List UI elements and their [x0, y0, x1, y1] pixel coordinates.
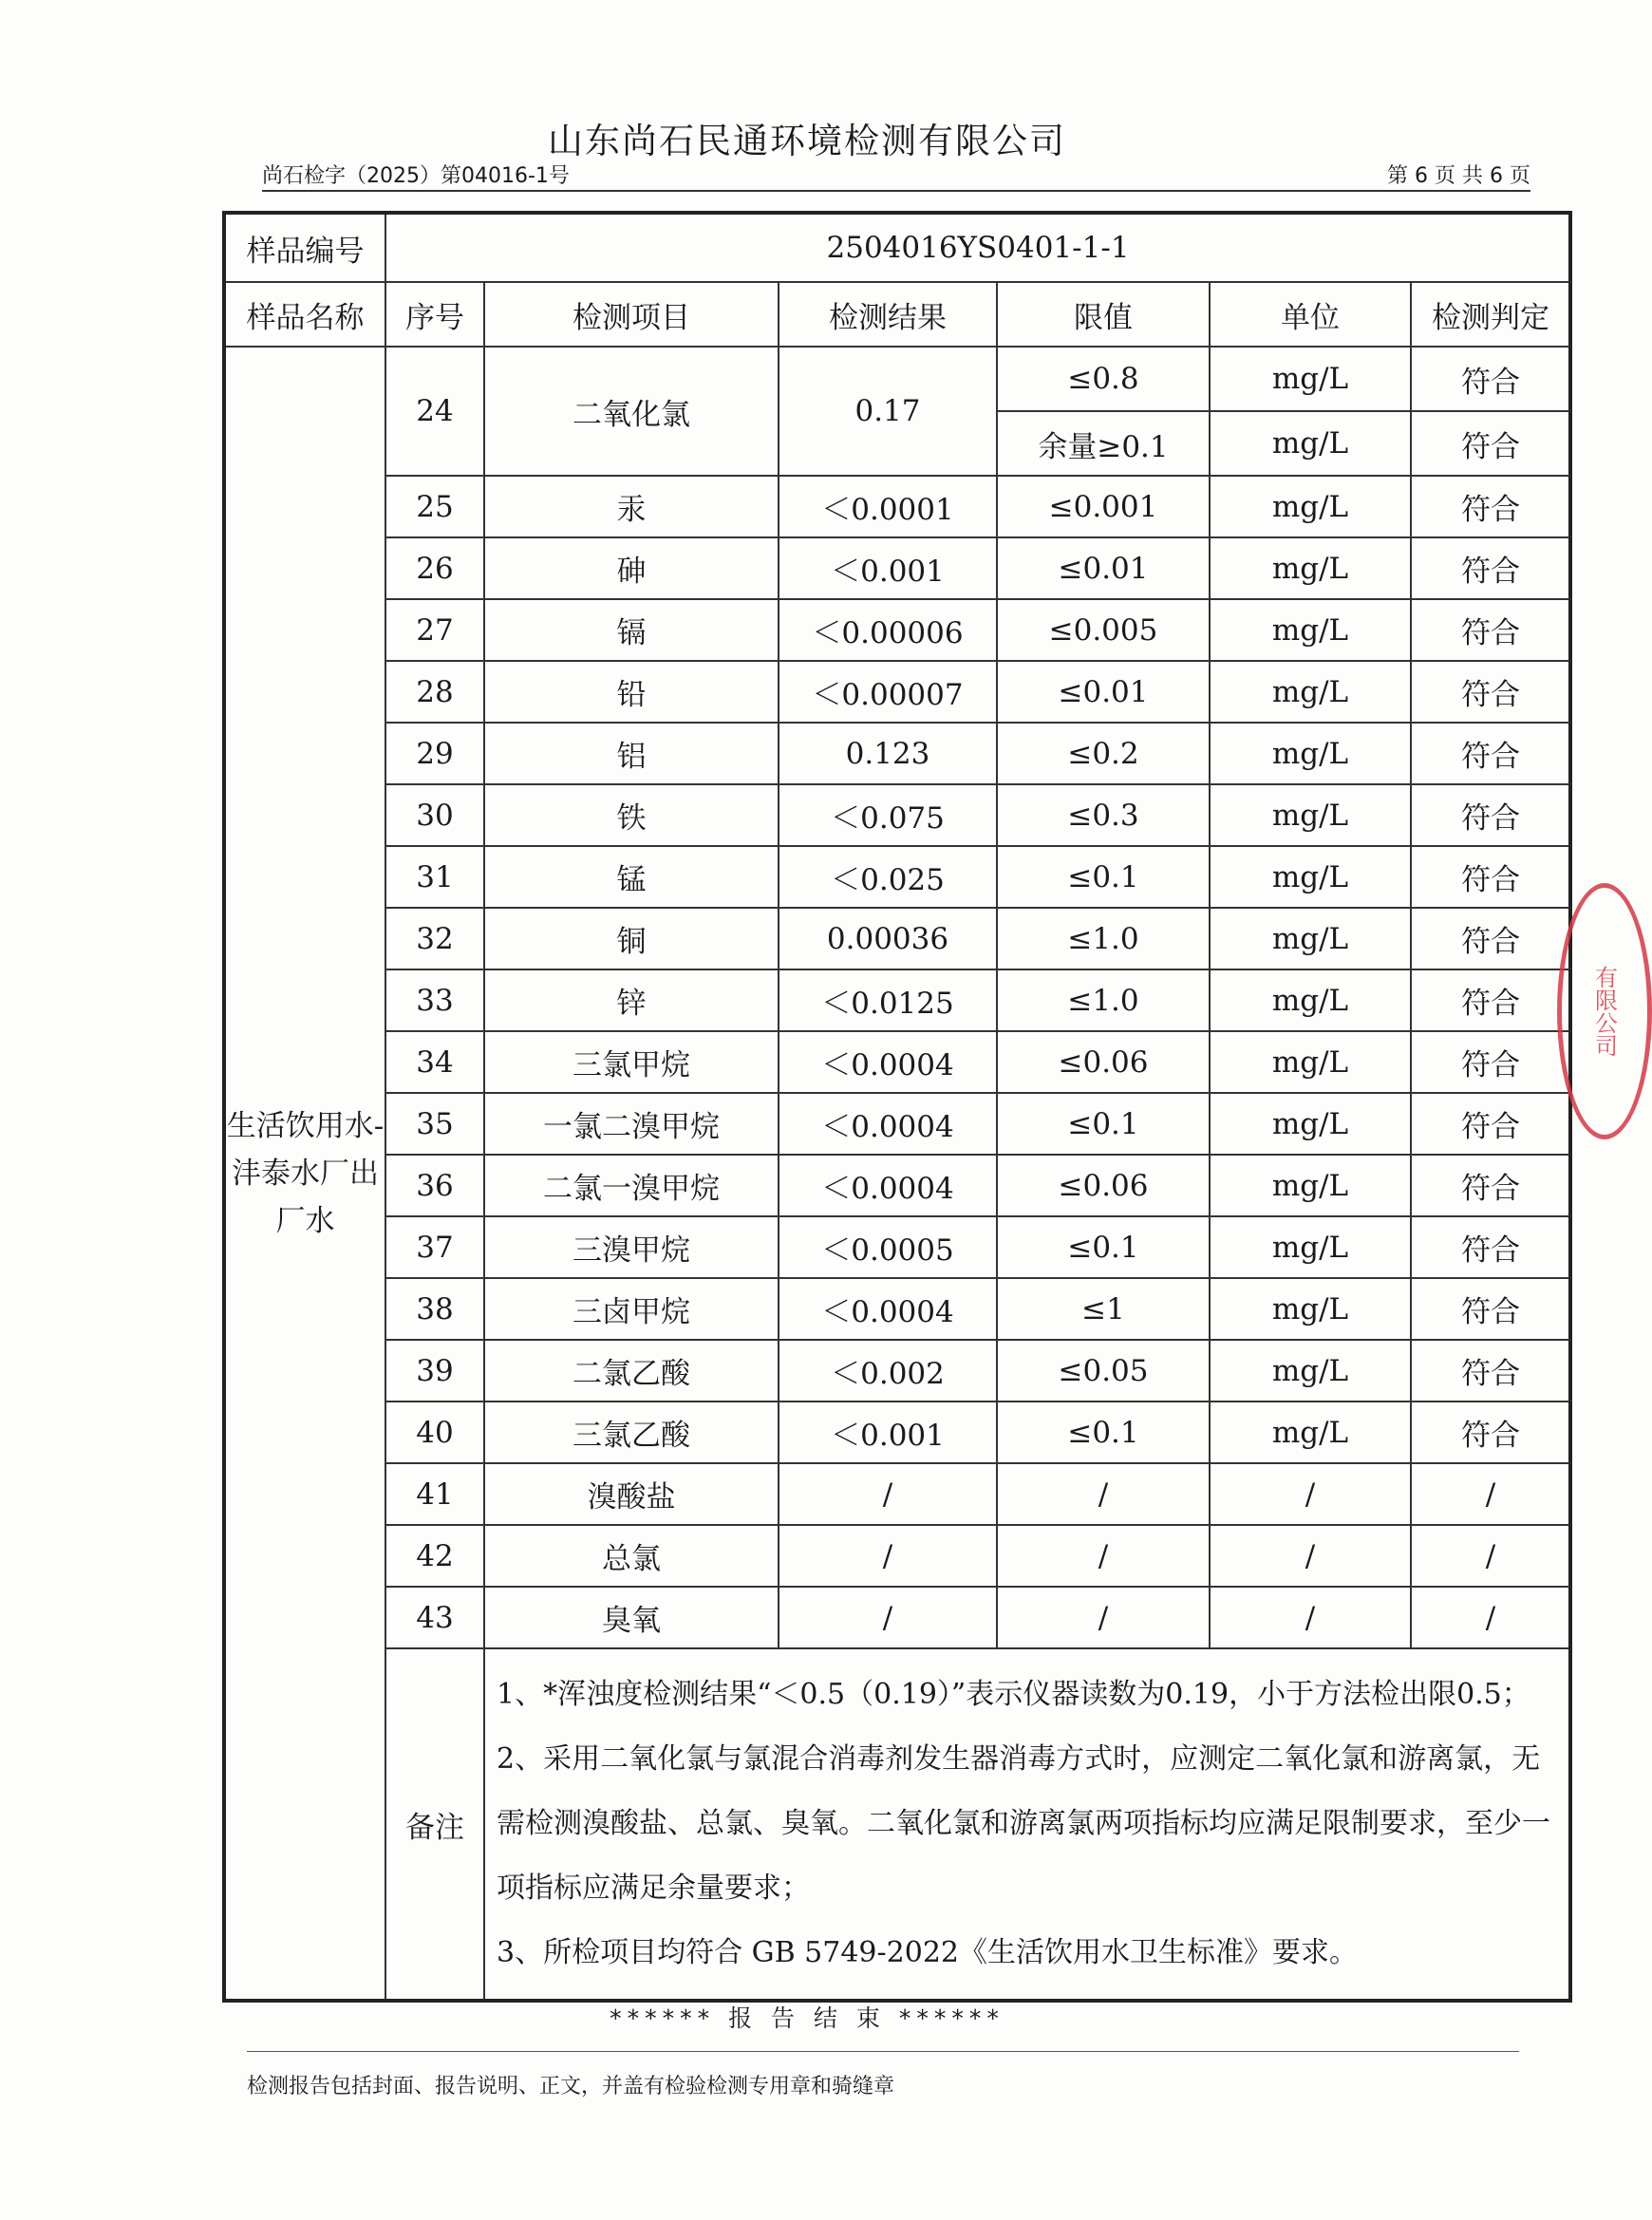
- unit: mg/L: [1210, 599, 1411, 661]
- table-row: [224, 969, 1570, 1031]
- test-result: ＜0.001: [779, 1402, 997, 1463]
- table-row: [224, 846, 1570, 908]
- test-item: 三卤甲烷: [484, 1278, 779, 1340]
- test-item: 三溴甲烷: [484, 1216, 779, 1278]
- table-row: [224, 1587, 1570, 1648]
- test-item: 三氯乙酸: [484, 1402, 779, 1463]
- test-item: 汞: [484, 476, 779, 537]
- table-row: [224, 661, 1570, 723]
- test-result: /: [779, 1525, 997, 1587]
- test-item: 砷: [484, 537, 779, 599]
- note-item: 1、*浑浊度检测结果“＜0.5（0.19）”表示仪器读数为0.19，小于方法检出限0.5；: [497, 1678, 1530, 1711]
- unit: mg/L: [1210, 723, 1411, 784]
- unit: mg/L: [1210, 1093, 1411, 1155]
- table-row: [224, 1216, 1570, 1278]
- test-item: 溴酸盐: [484, 1463, 779, 1525]
- column-header-row: [224, 282, 1570, 347]
- test-item: 锌: [484, 969, 779, 1031]
- limit: ≤0.1: [997, 846, 1210, 908]
- unit: /: [1210, 1525, 1411, 1587]
- serial-no: 30: [385, 784, 484, 846]
- serial-no: 38: [385, 1278, 484, 1340]
- serial-no: 41: [385, 1463, 484, 1525]
- unit: mg/L: [1210, 476, 1411, 537]
- judgement: 符合: [1411, 661, 1570, 723]
- test-item: 臭氧: [484, 1587, 779, 1648]
- limit: 余量≥0.1: [997, 411, 1210, 476]
- unit: mg/L: [1210, 908, 1411, 969]
- page-indicator: 第 6 页 共 6 页: [1387, 164, 1530, 188]
- header-divider: [262, 190, 1530, 192]
- test-result: ＜0.0004: [779, 1031, 997, 1093]
- limit: ≤0.8: [997, 347, 1210, 411]
- test-result: ＜0.0004: [779, 1155, 997, 1216]
- table-row: [224, 1463, 1570, 1525]
- limit: ≤1.0: [997, 969, 1210, 1031]
- limit: ≤0.2: [997, 723, 1210, 784]
- unit: mg/L: [1210, 969, 1411, 1031]
- test-result: 0.00036: [779, 908, 997, 969]
- limit: /: [997, 1525, 1210, 1587]
- serial-no: 28: [385, 661, 484, 723]
- test-result: /: [779, 1587, 997, 1648]
- unit: mg/L: [1210, 347, 1411, 411]
- table-row: [224, 1525, 1570, 1587]
- test-item: 总氯: [484, 1525, 779, 1587]
- table-row: [224, 1031, 1570, 1093]
- serial-no: 40: [385, 1402, 484, 1463]
- results-table: [222, 211, 1572, 2003]
- test-result: 0.17: [779, 347, 997, 476]
- test-result: ＜0.002: [779, 1340, 997, 1402]
- judgement: 符合: [1411, 1093, 1570, 1155]
- table-row: [224, 1093, 1570, 1155]
- limit: /: [997, 1463, 1210, 1525]
- judgement: 符合: [1411, 846, 1570, 908]
- serial-no: 36: [385, 1155, 484, 1216]
- serial-no: 31: [385, 846, 484, 908]
- judgement: 符合: [1411, 1216, 1570, 1278]
- serial-no: 26: [385, 537, 484, 599]
- col-limit: 限值: [997, 282, 1210, 347]
- col-judgement: 检测判定: [1411, 282, 1570, 347]
- test-result: ＜0.00006: [779, 599, 997, 661]
- test-item: 二氧化氯: [484, 347, 779, 476]
- sample-number-label: 样品编号: [224, 213, 385, 282]
- table-row: [224, 1340, 1570, 1402]
- table-row: [224, 599, 1570, 661]
- test-result: ＜0.075: [779, 784, 997, 846]
- test-result: ＜0.00007: [779, 661, 997, 723]
- test-result: ＜0.0125: [779, 969, 997, 1031]
- judgement: 符合: [1411, 784, 1570, 846]
- table-row: [224, 347, 1570, 411]
- test-item: 二氯一溴甲烷: [484, 1155, 779, 1216]
- judgement: 符合: [1411, 599, 1570, 661]
- judgement: 符合: [1411, 347, 1570, 411]
- unit: /: [1210, 1587, 1411, 1648]
- footer-divider: [247, 2051, 1519, 2052]
- company-seal: 有限公司: [1557, 883, 1652, 1139]
- test-result: ＜0.001: [779, 537, 997, 599]
- limit: ≤0.1: [997, 1216, 1210, 1278]
- unit: mg/L: [1210, 661, 1411, 723]
- judgement: /: [1411, 1525, 1570, 1587]
- unit: mg/L: [1210, 846, 1411, 908]
- test-item: 镉: [484, 599, 779, 661]
- judgement: 符合: [1411, 1278, 1570, 1340]
- test-item: 三氯甲烷: [484, 1031, 779, 1093]
- serial-no: 29: [385, 723, 484, 784]
- unit: mg/L: [1210, 1216, 1411, 1278]
- limit: ≤1: [997, 1278, 1210, 1340]
- note-item: 2、采用二氧化氯与氯混合消毒剂发生器消毒方式时，应测定二氧化氯和游离氯，无需检测溴酸盐、总氯、臭氧。二氧化氯和游离氯两项指标均应满足限制要求，至少一项指标应满足余量要求；: [497, 1742, 1550, 1905]
- test-result: ＜0.025: [779, 846, 997, 908]
- serial-no: 32: [385, 908, 484, 969]
- judgement: /: [1411, 1587, 1570, 1648]
- table-row: [224, 1278, 1570, 1340]
- test-result: 0.123: [779, 723, 997, 784]
- serial-no: 24: [385, 347, 484, 476]
- unit: mg/L: [1210, 1031, 1411, 1093]
- table-row: [224, 1155, 1570, 1216]
- notes-label: 备注: [385, 1648, 484, 2001]
- table-row: [224, 908, 1570, 969]
- sample-name: 生活饮用水-沣泰水厂出厂水: [224, 347, 385, 2001]
- serial-no: 27: [385, 599, 484, 661]
- judgement: 符合: [1411, 537, 1570, 599]
- sample-number-value: 2504016YS0401-1-1: [385, 213, 1570, 282]
- col-unit: 单位: [1210, 282, 1411, 347]
- judgement: 符合: [1411, 1155, 1570, 1216]
- table-row: [224, 476, 1570, 537]
- judgement: 符合: [1411, 723, 1570, 784]
- serial-no: 43: [385, 1587, 484, 1648]
- report-end-marker: ****** 报 告 结 束 ******: [610, 2004, 1004, 2032]
- limit: ≤0.06: [997, 1155, 1210, 1216]
- unit: mg/L: [1210, 1278, 1411, 1340]
- test-item: 铁: [484, 784, 779, 846]
- footer-note: 检测报告包括封面、报告说明、正文，并盖有检验检测专用章和骑缝章: [247, 2075, 895, 2098]
- table-row: [224, 784, 1570, 846]
- judgement: 符合: [1411, 908, 1570, 969]
- col-sample-name: 样品名称: [224, 282, 385, 347]
- limit: ≤0.05: [997, 1340, 1210, 1402]
- unit: mg/L: [1210, 537, 1411, 599]
- test-result: ＜0.0005: [779, 1216, 997, 1278]
- test-item: 二氯乙酸: [484, 1340, 779, 1402]
- limit: ≤0.1: [997, 1402, 1210, 1463]
- notes-row: [224, 1648, 1570, 2001]
- limit: ≤0.005: [997, 599, 1210, 661]
- judgement: 符合: [1411, 969, 1570, 1031]
- judgement: 符合: [1411, 411, 1570, 476]
- sample-number-row: [224, 213, 1570, 282]
- serial-no: 25: [385, 476, 484, 537]
- serial-no: 35: [385, 1093, 484, 1155]
- company-title: 山东尚石民通环境检测有限公司: [548, 121, 1066, 161]
- unit: mg/L: [1210, 1155, 1411, 1216]
- serial-no: 33: [385, 969, 484, 1031]
- test-result: /: [779, 1463, 997, 1525]
- test-item: 铜: [484, 908, 779, 969]
- unit: mg/L: [1210, 411, 1411, 476]
- unit: mg/L: [1210, 784, 1411, 846]
- test-item: 铝: [484, 723, 779, 784]
- col-test-item: 检测项目: [484, 282, 779, 347]
- test-result: ＜0.0004: [779, 1093, 997, 1155]
- serial-no: 34: [385, 1031, 484, 1093]
- table-row: [224, 723, 1570, 784]
- col-serial-no: 序号: [385, 282, 484, 347]
- test-result: ＜0.0001: [779, 476, 997, 537]
- limit: ≤0.3: [997, 784, 1210, 846]
- unit: mg/L: [1210, 1402, 1411, 1463]
- limit: ≤0.1: [997, 1093, 1210, 1155]
- limit: /: [997, 1587, 1210, 1648]
- judgement: 符合: [1411, 476, 1570, 537]
- unit: /: [1210, 1463, 1411, 1525]
- serial-no: 39: [385, 1340, 484, 1402]
- note-item: 3、所检项目均符合 GB 5749-2022《生活饮用水卫生标准》要求。: [497, 1936, 1359, 1969]
- test-item: 铅: [484, 661, 779, 723]
- judgement: 符合: [1411, 1031, 1570, 1093]
- test-item: 一氯二溴甲烷: [484, 1093, 779, 1155]
- limit: ≤0.01: [997, 661, 1210, 723]
- col-test-result: 检测结果: [779, 282, 997, 347]
- report-number: 尚石检字（2025）第04016-1号: [262, 164, 570, 188]
- limit: ≤0.001: [997, 476, 1210, 537]
- serial-no: 37: [385, 1216, 484, 1278]
- limit: ≤0.01: [997, 537, 1210, 599]
- table-row: [224, 537, 1570, 599]
- unit: mg/L: [1210, 1340, 1411, 1402]
- serial-no: 42: [385, 1525, 484, 1587]
- table-row: [224, 1402, 1570, 1463]
- judgement: /: [1411, 1463, 1570, 1525]
- limit: ≤1.0: [997, 908, 1210, 969]
- judgement: 符合: [1411, 1340, 1570, 1402]
- limit: ≤0.06: [997, 1031, 1210, 1093]
- judgement: 符合: [1411, 1402, 1570, 1463]
- test-result: ＜0.0004: [779, 1278, 997, 1340]
- notes-content: [484, 1648, 1570, 2001]
- test-item: 锰: [484, 846, 779, 908]
